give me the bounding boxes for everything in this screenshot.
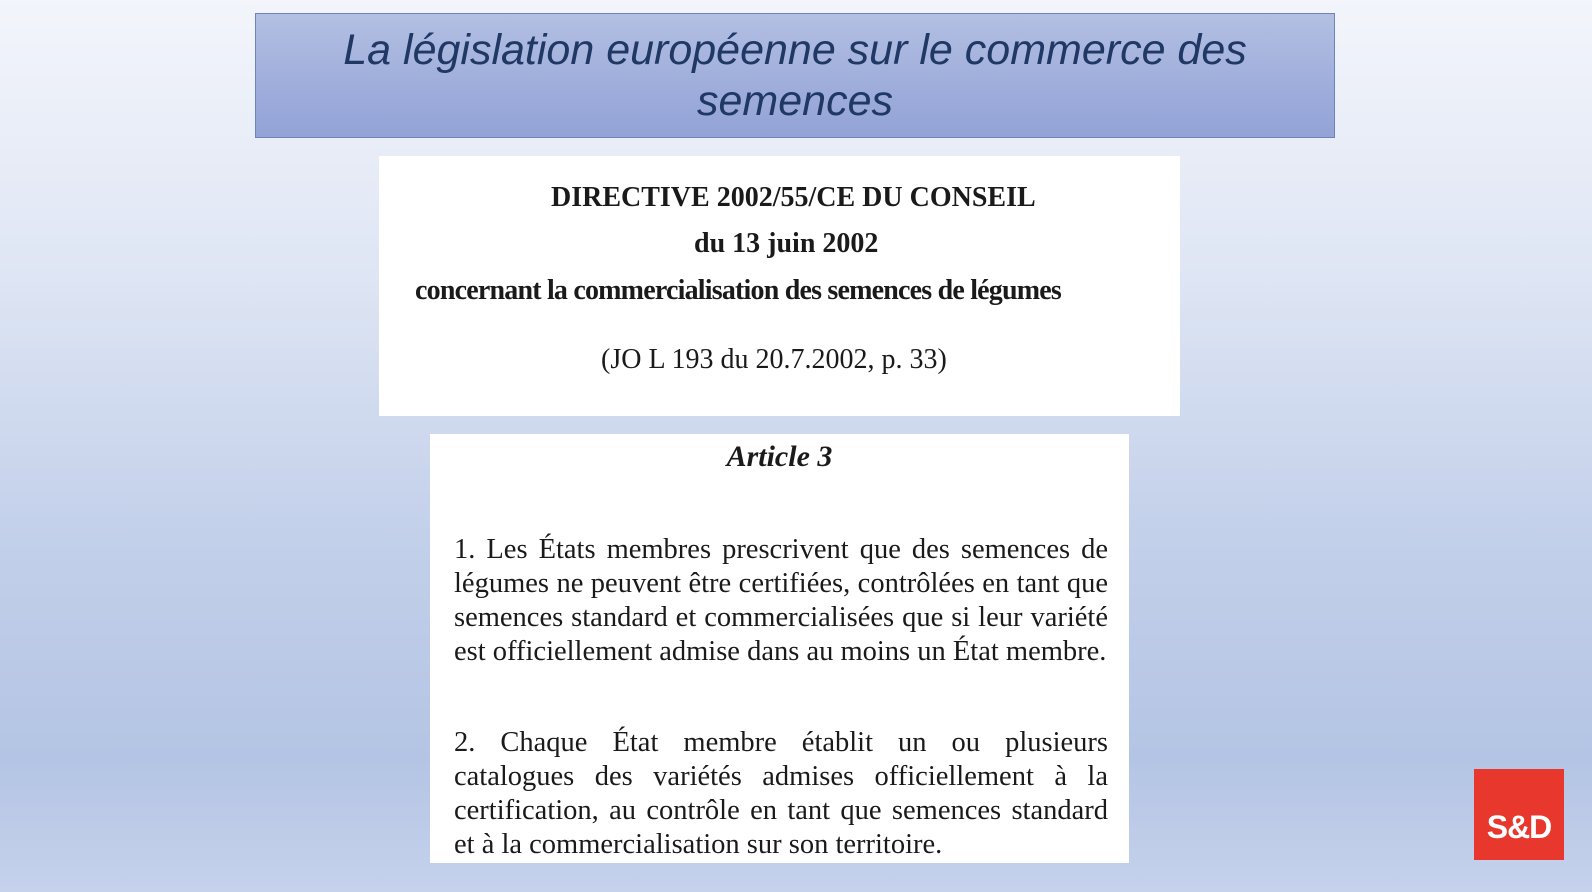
article-title: Article 3	[726, 440, 833, 473]
directive-subject: concernant la commercialisation des semences de légumes	[415, 275, 1062, 306]
sd-logo-text: S&D	[1486, 809, 1552, 845]
directive-header-excerpt	[379, 156, 1180, 416]
slide-title-box	[255, 13, 1335, 138]
directive-date: du 13 juin 2002	[694, 228, 879, 259]
directive-reference: (JO L 193 du 20.7.2002, p. 33)	[601, 344, 947, 375]
slide-title: La législation européenne sur le commerce des semences	[343, 25, 1247, 125]
article-excerpt	[430, 434, 1129, 863]
article-paragraph-1: 1. Les États membres prescrivent que des semences de légumes ne peuvent être certifiées, contrôlées en tant que semences standard et commercialisées que si leur variété est officiellement admise dans au moins un État membre.	[454, 534, 1108, 667]
article-paragraph-2: 2. Chaque État membre établit un ou plusieurs catalogues des variétés admises officiellement à la certification, au contrôle en tant que semences standard et à la commercialisation sur son territoire.	[454, 727, 1108, 860]
directive-name: DIRECTIVE 2002/55/CE DU CONSEIL	[551, 182, 1036, 213]
sd-logo	[1474, 769, 1564, 860]
